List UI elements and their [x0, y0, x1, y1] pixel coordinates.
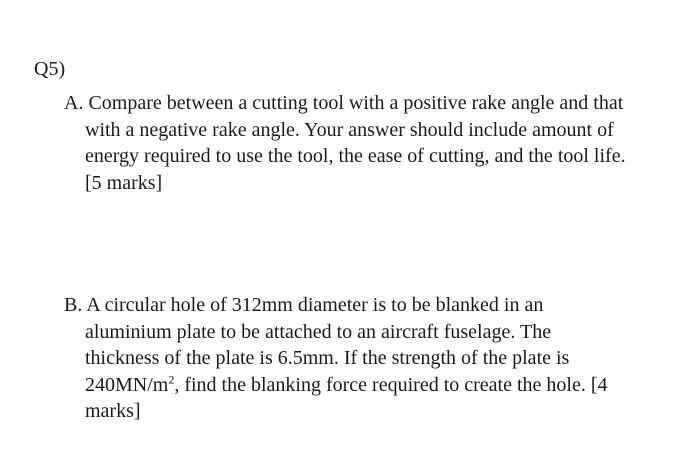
- question-part-a: [64, 90, 626, 196]
- part-b-line-4: [85, 372, 608, 399]
- part-a-marks: [5 marks]: [85, 171, 163, 194]
- squared-superscript: 2: [168, 371, 175, 386]
- part-b-marks: marks]: [85, 400, 141, 422]
- part-a-line-3: energy required to use the tool, the ease of cutting, and the tool life.: [85, 145, 626, 167]
- question-number: Q5): [34, 58, 66, 80]
- strength-value: 240MN/m: [85, 373, 169, 396]
- question-part-b: [64, 292, 608, 425]
- part-a-line-2: with a negative rake angle. Your answer should include amount of: [85, 118, 614, 141]
- part-b-line-2: aluminium plate to be attached to an aircraft fuselage. The: [85, 320, 552, 343]
- part-b-line-1: B. A circular hole of 312mm diameter is to be blanked in an: [64, 294, 544, 316]
- part-b-line-3: thickness of the plate is 6.5mm. If the strength of the plate is: [85, 347, 570, 369]
- part-b-line-4-rest: , find the blanking force required to create the hole. [4: [174, 373, 608, 396]
- part-a-line-1: A. Compare between a cutting tool with a positive rake angle and that: [64, 92, 624, 114]
